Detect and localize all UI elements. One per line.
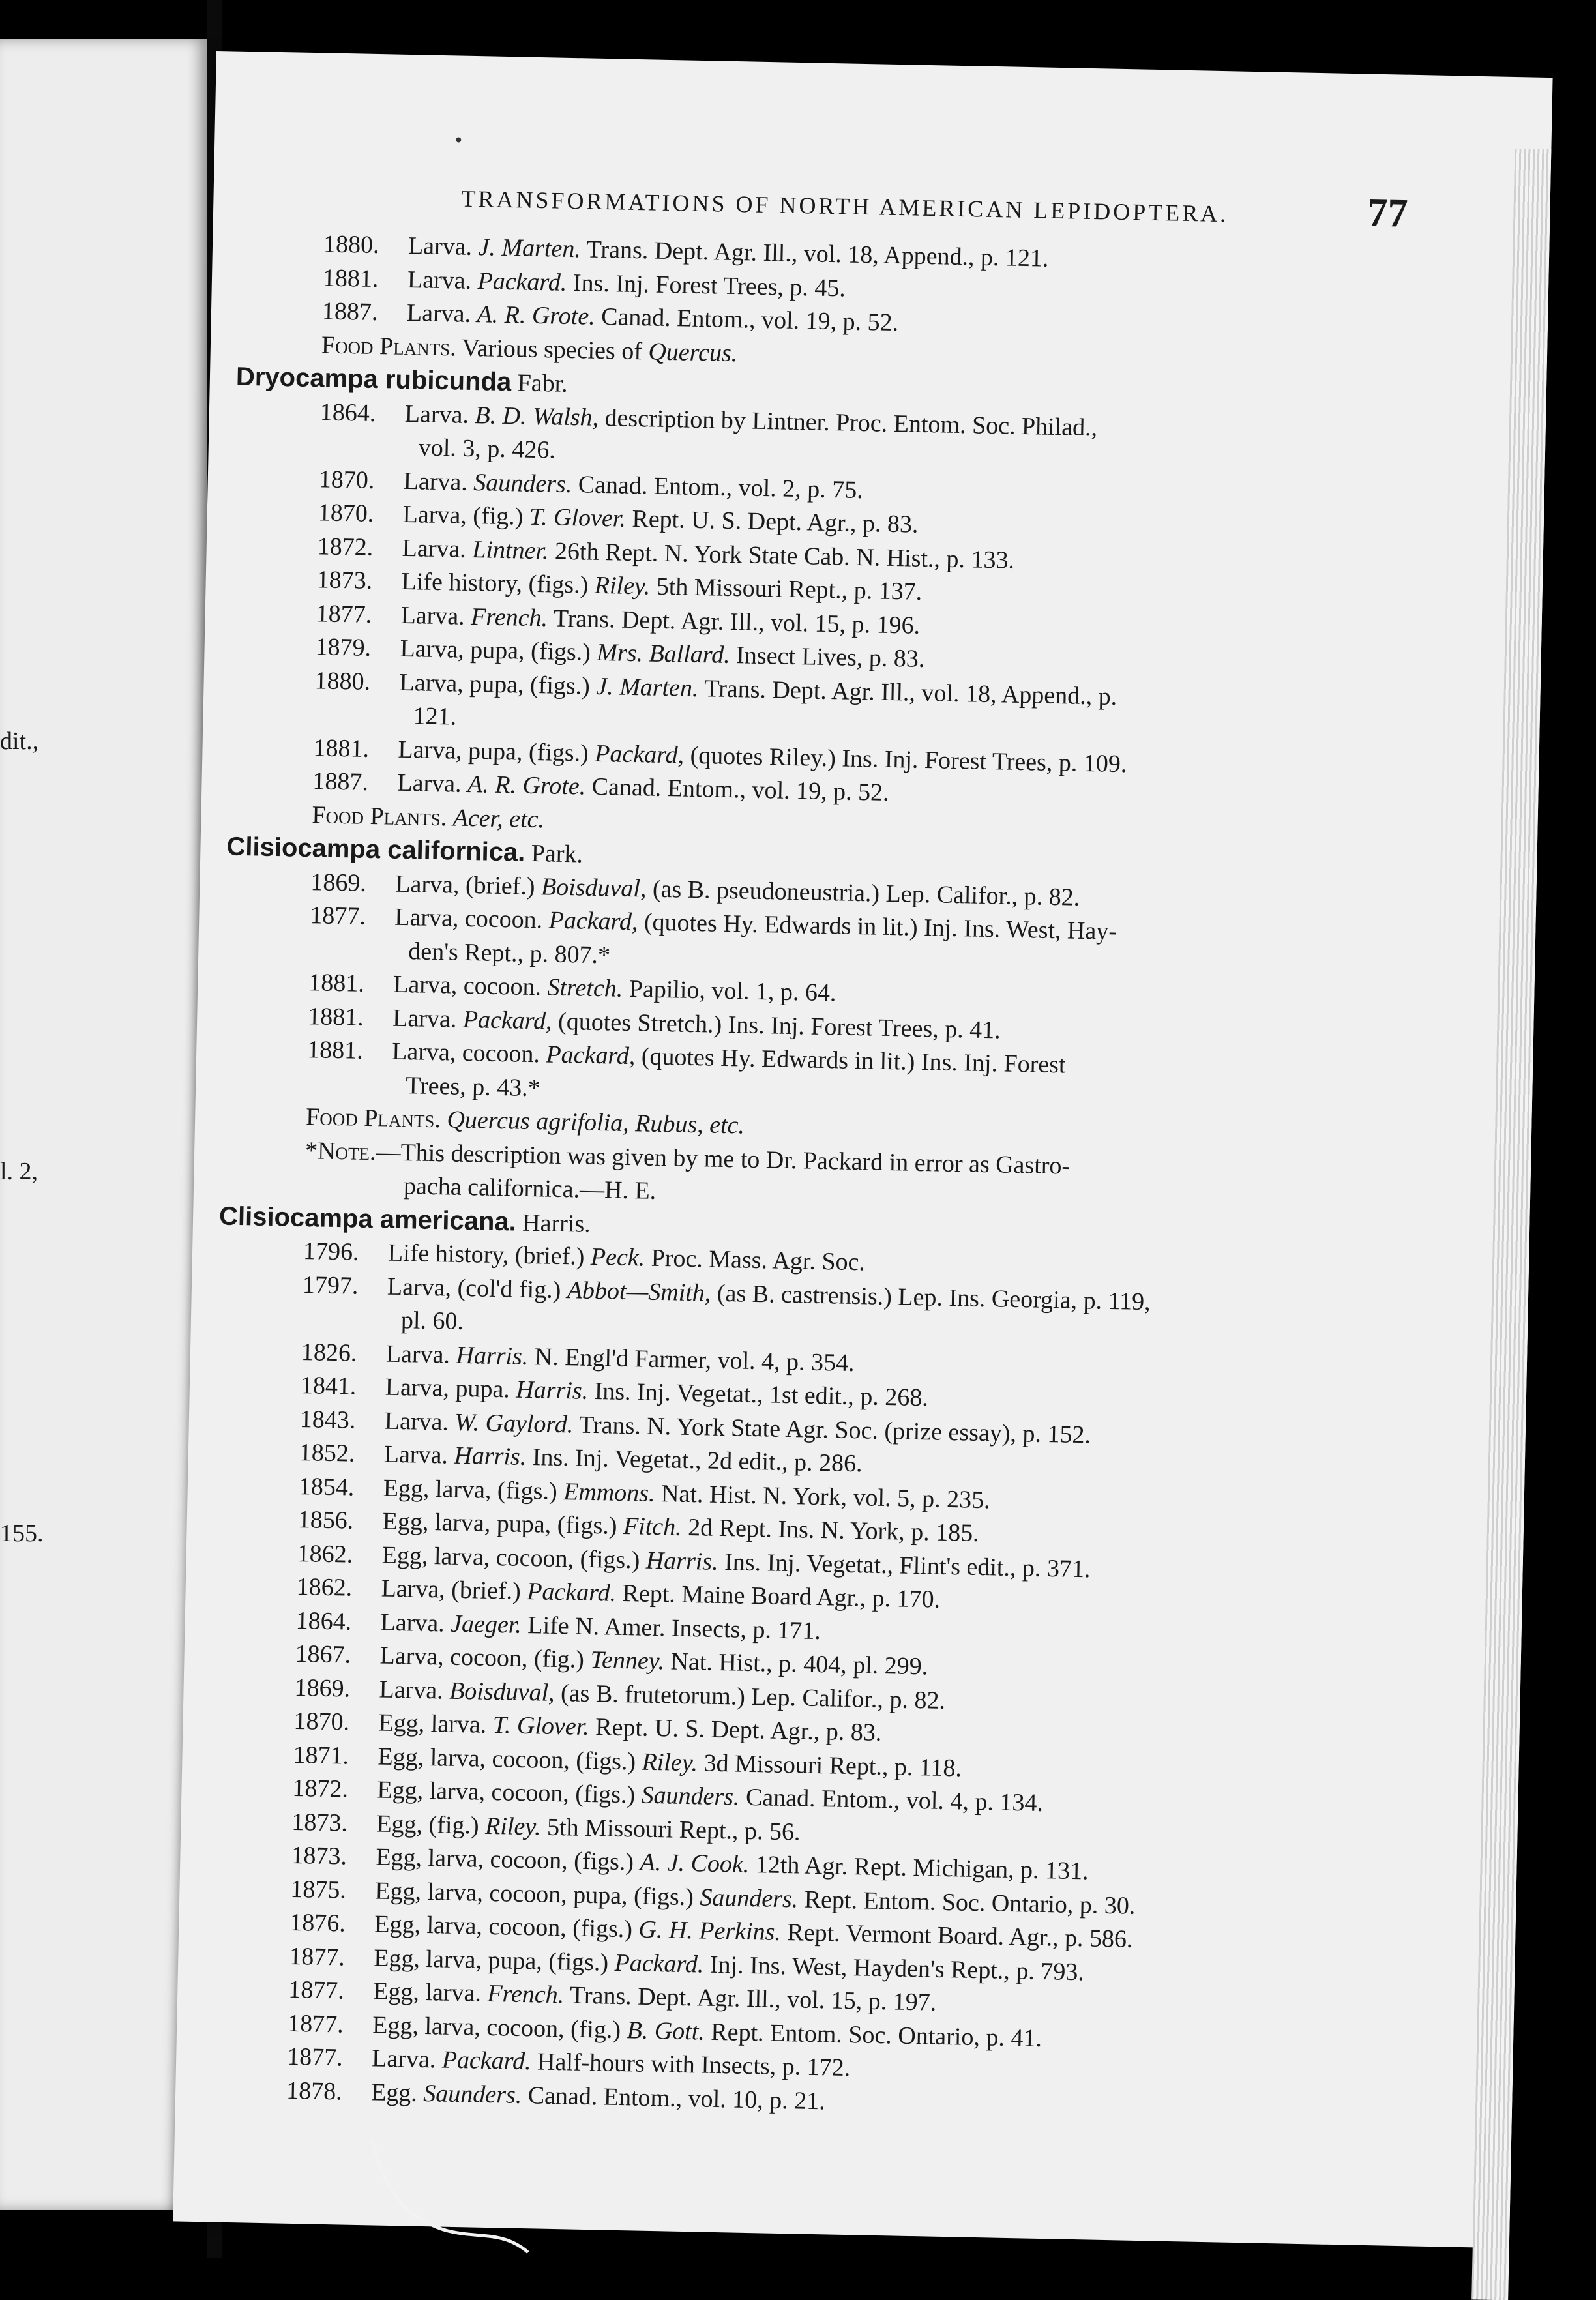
- citation-stage: Larva, pupa, (figs.): [399, 668, 591, 700]
- page-number: 77: [1367, 190, 1409, 236]
- citation-stage: Larva.: [404, 400, 469, 429]
- citation-author: Packard.: [526, 1578, 617, 1607]
- citation-source: Papilio, vol. 1, p. 64.: [628, 975, 836, 1007]
- continuation-text: 121.: [413, 702, 457, 731]
- citation-source: Canad. Entom., vol. 4, p. 134.: [745, 1783, 1044, 1817]
- citation-year: 1852.: [299, 1438, 355, 1467]
- citation-year: 1877.: [309, 902, 366, 930]
- citation-stage: Egg, (fig.): [376, 1809, 480, 1840]
- citation-stage: Egg.: [370, 2078, 418, 2107]
- citation-source: Proc. Mass. Agr. Soc.: [651, 1244, 866, 1276]
- citation-author: T. Glover.: [492, 1711, 590, 1741]
- citation-year: 1873.: [291, 1808, 348, 1837]
- citation-year: 1870.: [293, 1707, 350, 1736]
- citation-stage: Larva.: [397, 769, 462, 798]
- citation-stage: Larva.: [371, 2044, 436, 2074]
- citation-year: 1873.: [316, 566, 373, 595]
- citation-year: 1876.: [289, 1908, 346, 1938]
- citation-source: (quotes Hy. Edwards in lit.) Inj. Ins. West, Hay-: [643, 908, 1117, 945]
- citation-stage: Larva.: [383, 1440, 449, 1469]
- citation-source: Half-hours with Insects, p. 172.: [537, 2048, 851, 2082]
- citation-stage: Larva, cocoon, (fig.): [379, 1642, 585, 1673]
- citation-author: Packard,: [462, 1005, 553, 1035]
- citation-stage: Egg, larva, cocoon, (figs.): [377, 1776, 636, 1809]
- citation-stage: Larva.: [402, 534, 467, 563]
- citation-source: Insect Lives, p. 83.: [735, 641, 925, 673]
- citation-author: Packard,: [548, 906, 638, 936]
- citation-stage: Larva.: [407, 231, 473, 261]
- citation-source: (as B. pseudoneustria.) Lep. Califor., p. 82.: [652, 875, 1080, 911]
- citation-author: A. R. Grote.: [467, 770, 586, 801]
- citation-stage: Larva, cocoon.: [392, 970, 542, 1001]
- citation-stage: Larva, (brief.): [394, 870, 535, 900]
- citation-author: Emmons.: [563, 1477, 656, 1507]
- citation-stage: Egg, larva.: [372, 1977, 482, 2007]
- citation-source: Canad. Entom., vol. 19, p. 52.: [591, 773, 890, 806]
- citation-author: Abbot—Smith,: [567, 1276, 711, 1307]
- citation-year: 1875.: [290, 1875, 347, 1904]
- citation-source: Nat. Hist., p. 404, pl. 299.: [670, 1647, 928, 1681]
- citation-year: 1796.: [303, 1237, 359, 1266]
- citation-author: French.: [487, 1979, 565, 2009]
- citation-year: 1880.: [323, 230, 379, 259]
- citation-author: J. Marten.: [595, 672, 699, 702]
- citation-year: 1881.: [313, 733, 370, 763]
- citation-stage: Larva.: [400, 601, 466, 630]
- citation-author: Peck.: [590, 1243, 645, 1272]
- citation-source: Ins. Inj. Forest Trees, p. 45.: [572, 269, 846, 302]
- citation-source: Trans. Dept. Agr. Ill., vol. 18, Append., p.: [703, 674, 1117, 711]
- citation-stage: Larva.: [380, 1608, 445, 1638]
- citation-year: 1880.: [314, 666, 371, 696]
- left-facing-page: [0, 39, 207, 2210]
- food-plants-species: Quercus agrifolia, Rubus, etc.: [447, 1106, 745, 1140]
- citation-year: 1881.: [322, 263, 379, 293]
- citation-source: 12th Agr. Rept. Michigan, p. 131.: [755, 1851, 1089, 1885]
- citation-author: T. Glover.: [529, 503, 627, 533]
- citation-source: Nat. Hist. N. York, vol. 5, p. 235.: [660, 1479, 991, 1514]
- continuation-text: pacha californica.—H. E.: [403, 1172, 657, 1205]
- citation-year: 1864.: [295, 1606, 352, 1636]
- citation-stage: Larva.: [407, 265, 472, 295]
- citation-year: 1870.: [318, 465, 375, 494]
- citation-source: Canad. Entom., vol. 19, p. 52.: [600, 302, 899, 337]
- citation-year: 1881.: [306, 1036, 364, 1065]
- citation-year: 1872.: [292, 1774, 349, 1803]
- species-name: Clisiocampa americana.: [218, 1201, 517, 1237]
- note-label: *Note.: [304, 1136, 377, 1166]
- citation-source: (quotes Stretch.) Ins. Inj. Forest Trees, p. 41.: [557, 1007, 1001, 1044]
- citation-year: 1873.: [291, 1841, 347, 1870]
- citation-stage: Egg, larva, cocoon, (figs.): [377, 1742, 636, 1775]
- food-plants-label: Food Plants.: [305, 1103, 441, 1134]
- citation-source: Rept. Entom. Soc. Ontario, p. 30.: [804, 1885, 1136, 1920]
- food-plants-species: Acer, etc.: [452, 804, 545, 833]
- citation-author: Riley.: [642, 1748, 698, 1777]
- citation-source: Life N. Amer. Insects, p. 171.: [527, 1611, 821, 1645]
- food-plants-species: Quercus.: [648, 337, 738, 367]
- citation-year: 1877.: [287, 2009, 344, 2039]
- citation-stage: Egg, larva, cocoon, (figs.): [381, 1541, 640, 1574]
- citation-author: Lintner.: [471, 535, 549, 565]
- food-plants-label: Food Plants.: [312, 801, 447, 831]
- citation-source: Rept. Vermont Board. Agr., p. 586.: [787, 1919, 1133, 1953]
- citation-author: Riley.: [484, 1812, 542, 1841]
- citation-stage: Larva, pupa, (figs.): [398, 735, 589, 767]
- species-name: Clisiocampa californica.: [226, 832, 525, 867]
- citation-source: (as B. frutetorum.) Lep. Califor., p. 82.: [560, 1679, 946, 1715]
- left-page-fragment: dit.,: [0, 728, 39, 755]
- citation-source: (quotes Hy. Edwards in lit.) Ins. Inj. Forest: [641, 1042, 1066, 1079]
- citation-author: Packard.: [614, 1949, 704, 1979]
- citation-author: G. H. Perkins.: [638, 1915, 782, 1946]
- citation-stage: Larva, cocoon.: [394, 903, 543, 934]
- citation-author: Boisduval,: [449, 1677, 555, 1707]
- citation-source: Ins. Inj. Vegetat., 1st edit., p. 268.: [594, 1378, 929, 1412]
- citation-stage: Egg, larva, cocoon, pupa, (figs.): [374, 1876, 694, 1911]
- citation-author: A. J. Cook.: [640, 1848, 750, 1878]
- citation-source: (quotes Riley.) Ins. Inj. Forest Trees, p. 109.: [690, 741, 1127, 778]
- citation-author: Boisduval,: [540, 872, 647, 902]
- citation-source: Ins. Inj. Vegetat., 2d edit., p. 286.: [532, 1443, 863, 1478]
- citation-year: 1797.: [302, 1271, 359, 1300]
- citation-author: Harris.: [645, 1546, 719, 1576]
- citation-source: Inj. Ins. West, Hayden's Rept., p. 793.: [709, 1951, 1085, 1986]
- citation-author: Tenney.: [590, 1646, 665, 1675]
- citation-stage: Larva.: [392, 1004, 457, 1033]
- citation-year: 1877.: [288, 1942, 346, 1971]
- citation-stage: Egg, larva, cocoon, (figs.): [376, 1843, 634, 1876]
- citation-year: 1877.: [316, 599, 372, 628]
- citation-author: Packard.: [441, 2046, 532, 2076]
- citation-year: 1870.: [318, 499, 374, 527]
- citation-source: Rept. Entom. Soc. Ontario, p. 41.: [710, 2018, 1042, 2052]
- continuation-text: den's Rept., p. 807.*: [407, 937, 611, 969]
- citation-stage: Egg, larva, pupa, (figs.): [382, 1507, 617, 1540]
- book-page: [173, 51, 1552, 2248]
- citation-source: N. Engl'd Farmer, vol. 4, p. 354.: [534, 1342, 855, 1377]
- citation-author: Saunders.: [422, 2079, 522, 2109]
- citation-stage: Larva.: [403, 467, 468, 496]
- citation-stage: Egg, larva.: [378, 1709, 487, 1739]
- citation-year: 1871.: [293, 1741, 349, 1770]
- citation-year: 1877.: [288, 1975, 345, 2005]
- citation-source: Trans. Dept. Agr. Ill., vol. 15, p. 197.: [569, 1981, 937, 2016]
- citation-author: B. D. Walsh,: [475, 401, 599, 432]
- citation-year: 1887.: [312, 767, 369, 796]
- citation-stage: Egg, larva, (figs.): [383, 1474, 558, 1505]
- citation-stage: Larva, pupa, (figs.): [400, 634, 591, 666]
- citation-author: B. Gott.: [627, 2016, 705, 2046]
- citation-year: 1862.: [296, 1572, 353, 1602]
- species-authority: Harris.: [522, 1209, 591, 1238]
- citation-author: W. Gaylord.: [454, 1408, 574, 1438]
- species-name: Dryocampa rubicunda: [235, 362, 512, 397]
- citation-stage: Larva.: [384, 1407, 449, 1436]
- citation-source: Ins. Inj. Vegetat., Flint's edit., p. 371.: [724, 1548, 1091, 1583]
- citation-author: Saunders.: [473, 468, 572, 498]
- continuation-text: Trees, p. 43.*: [405, 1071, 541, 1102]
- bibliography-list: [201, 226, 1530, 2132]
- citation-author: Fitch.: [623, 1512, 683, 1541]
- citation-stage: Larva.: [385, 1340, 451, 1369]
- citation-stage: Egg, larva, pupa, (figs.): [373, 1943, 609, 1977]
- citation-source: Canad. Entom., vol. 10, p. 21.: [527, 2081, 826, 2115]
- citation-source: 5th Missouri Rept., p. 56.: [546, 1813, 801, 1846]
- citation-source: 3d Missouri Rept., p. 118.: [703, 1749, 962, 1782]
- citation-author: J. Marten.: [478, 233, 582, 263]
- citation-year: 1843.: [299, 1405, 356, 1434]
- citation-source: Trans. Dept. Agr. Ill., vol. 18, Append., p. 121.: [586, 235, 1049, 273]
- citation-author: Harris.: [454, 1441, 527, 1471]
- citation-year: 1879.: [315, 633, 372, 662]
- citation-author: Saunders.: [641, 1781, 740, 1811]
- citation-stage: Egg, larva, cocoon, (fig.): [372, 2011, 621, 2044]
- citation-year: 1881.: [307, 1002, 364, 1031]
- species-authority: Fabr.: [517, 369, 569, 398]
- citation-year: 1867.: [295, 1640, 351, 1669]
- citation-author: Harris.: [456, 1341, 529, 1370]
- citation-author: Jaeger.: [450, 1610, 522, 1639]
- citation-author: Saunders.: [699, 1883, 799, 1913]
- species-authority: Park.: [531, 839, 584, 868]
- citation-source: Canad. Entom., vol. 2, p. 75.: [578, 470, 864, 504]
- citation-year: 1869.: [294, 1673, 351, 1703]
- citation-author: Packard,: [594, 739, 685, 769]
- citation-stage: Larva, (fig.): [402, 500, 524, 531]
- citation-year: 1881.: [308, 969, 365, 997]
- citation-source: 2d Rept. Ins. N. York, p. 185.: [687, 1513, 980, 1547]
- citation-author: Stretch.: [547, 973, 623, 1003]
- citation-year: 1869.: [310, 868, 367, 897]
- citation-year: 1872.: [317, 532, 374, 561]
- citation-author: Mrs. Ballard.: [596, 638, 731, 669]
- citation-author: Harris.: [515, 1376, 589, 1405]
- citation-source: description by Lintner. Proc. Entom. Soc. Philad.,: [604, 404, 1098, 441]
- citation-stage: Larva, (col'd fig.): [387, 1273, 561, 1304]
- citation-author: French.: [470, 602, 548, 632]
- citation-year: 1864.: [319, 398, 376, 427]
- note-text: —This description was given by me to Dr. Packard in error as Gastro-: [376, 1138, 1071, 1180]
- pen-scratch-mark: [365, 2132, 535, 2256]
- continuation-text: pl. 60.: [400, 1306, 464, 1335]
- citation-stage: Larva.: [406, 299, 471, 328]
- citation-author: Riley.: [594, 571, 651, 600]
- running-header: TRANSFORMATIONS OF NORTH AMERICAN LEPIDOPTERA.: [461, 185, 1229, 228]
- citation-year: 1887.: [321, 297, 378, 327]
- citation-year: 1856.: [297, 1505, 354, 1535]
- citation-source: 26th Rept. N. York State Cab. N. Hist., p. 133.: [554, 537, 1015, 574]
- citation-year: 1854.: [298, 1472, 355, 1501]
- citation-source: Rept. Maine Board Agr., p. 170.: [622, 1579, 941, 1614]
- citation-source: Rept. U. S. Dept. Agr., p. 83.: [595, 1713, 882, 1747]
- citation-stage: Larva, cocoon.: [391, 1037, 540, 1069]
- citation-source: (as B. castrensis.) Lep. Ins. Georgia, p. 119,: [717, 1279, 1151, 1316]
- food-plants-text: Various species of: [462, 334, 643, 365]
- citation-source: 5th Missouri Rept., p. 137.: [656, 572, 923, 606]
- citation-stage: Life history, (brief.): [387, 1239, 585, 1271]
- food-plants-label: Food Plants.: [321, 331, 457, 361]
- citation-source: Trans. N. York State Agr. Soc. (prize essay), p. 152.: [578, 1411, 1091, 1449]
- citation-source: Trans. Dept. Agr. Ill., vol. 15, p. 196.: [553, 604, 921, 640]
- citation-year: 1877.: [286, 2042, 344, 2072]
- citation-author: Packard,: [546, 1040, 636, 1070]
- citation-stage: Larva.: [379, 1675, 444, 1704]
- citation-stage: Larva, pupa.: [385, 1373, 510, 1404]
- citation-stage: Larva, (brief.): [381, 1574, 522, 1605]
- speck: [456, 137, 461, 142]
- left-page-fragment: l. 2,: [0, 1158, 38, 1185]
- citation-year: 1841.: [300, 1372, 357, 1400]
- citation-author: A. R. Grote.: [477, 301, 596, 331]
- citation-year: 1862.: [297, 1539, 353, 1569]
- continuation-text: vol. 3, p. 426.: [418, 434, 556, 464]
- citation-year: 1878.: [286, 2076, 343, 2105]
- citation-year: 1826.: [301, 1338, 357, 1367]
- citation-stage: Egg, larva, cocoon, (figs.): [374, 1910, 633, 1943]
- citation-source: Rept. U. S. Dept. Agr., p. 83.: [632, 505, 919, 538]
- citation-stage: Life history, (figs.): [401, 567, 589, 599]
- citation-author: Packard.: [477, 267, 567, 297]
- left-page-fragment: 155.: [0, 1520, 44, 1547]
